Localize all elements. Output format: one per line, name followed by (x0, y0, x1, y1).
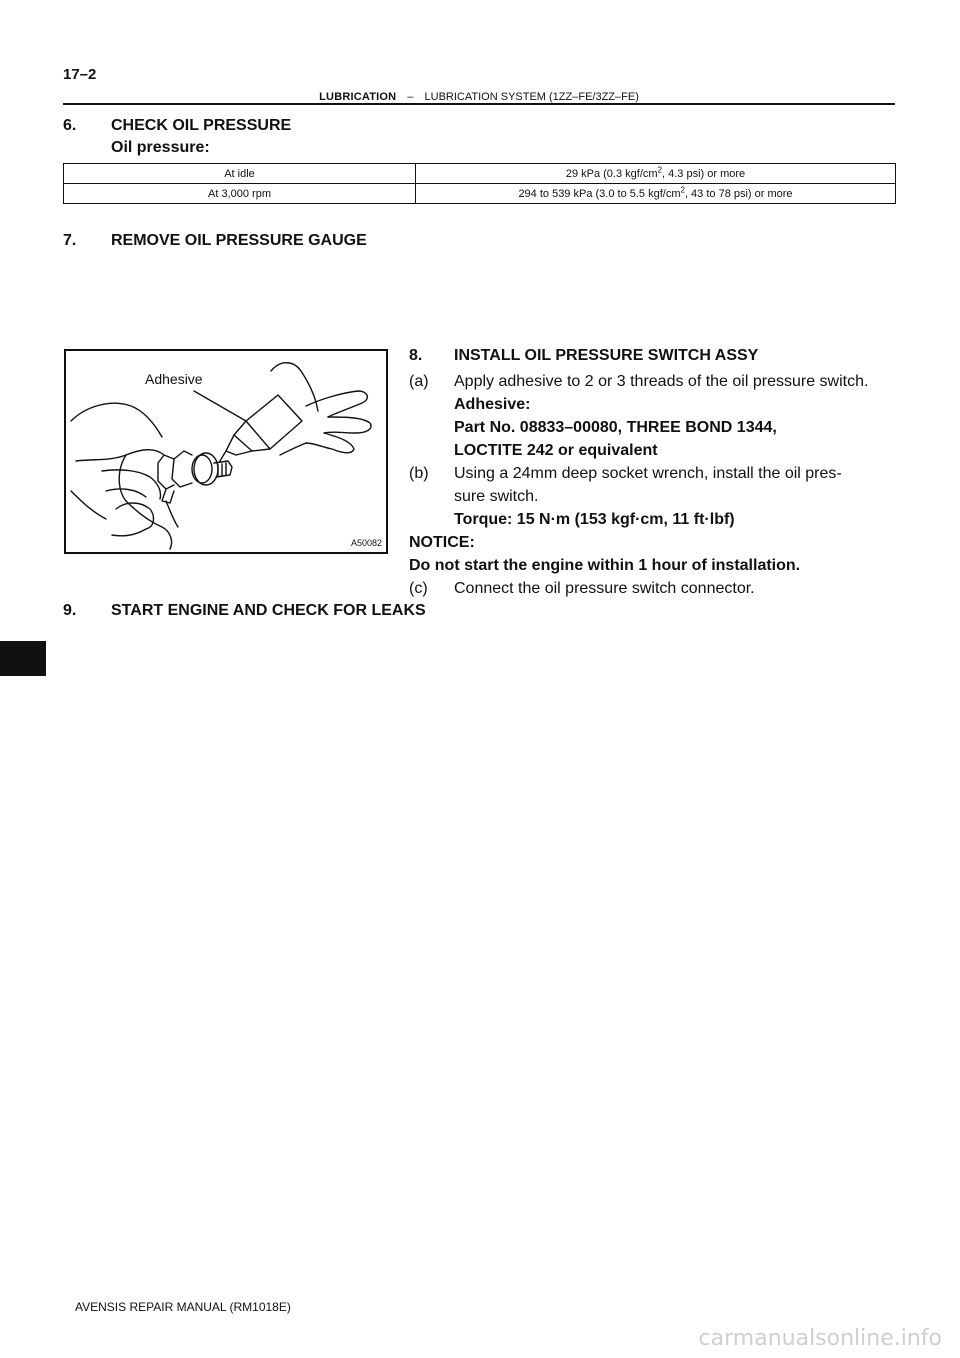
step-8b-text: Using a 24mm deep socket wrench, install the oil pres- (454, 465, 842, 482)
step-7-title: REMOVE OIL PRESSURE GAUGE (111, 232, 367, 249)
figure-code: A50082 (351, 538, 383, 548)
step-8b (409, 463, 842, 485)
header-separator: – (407, 91, 414, 103)
table-row (64, 164, 896, 184)
table-cell-condition: At idle (64, 164, 416, 184)
running-header (63, 91, 895, 103)
step-6-number: 6. (63, 117, 77, 134)
step-8c-tag: (c) (409, 580, 428, 597)
step-8a-text: Apply adhesive to 2 or 3 threads of the oil pressure switch. (454, 373, 869, 390)
table-cell-condition: At 3,000 rpm (64, 184, 416, 204)
hand-applying-adhesive-illustration (66, 351, 386, 552)
adhesive-label: Adhesive: (454, 396, 531, 413)
torque-spec: Torque: 15 N·m (153 kgf·cm, 11 ft·lbf) (454, 511, 735, 528)
step-8a (409, 371, 868, 393)
adhesive-callout-label: Adhesive (145, 371, 203, 387)
page-number: 17–2 (63, 66, 97, 83)
step-8c-text: Connect the oil pressure switch connector. (454, 580, 755, 597)
adhesive-alternative: LOCTITE 242 or equivalent (454, 442, 658, 459)
table-cell-value: 294 to 539 kPa (3.0 to 5.5 kgf/$cm^2$, 43 to 78 psi) or more (416, 184, 896, 204)
step-7-number: 7. (63, 232, 77, 249)
header-subsection: LUBRICATION SYSTEM (1ZZ–FE/3ZZ–FE) (424, 91, 639, 103)
step-9-number: 9. (63, 602, 77, 619)
step-8-title: INSTALL OIL PRESSURE SWITCH ASSY (454, 347, 759, 364)
step-8b-tag: (b) (409, 465, 429, 482)
leader-line (194, 391, 246, 421)
header-section: LUBRICATION (319, 91, 397, 103)
step-7-heading (63, 232, 367, 250)
step-8a-tag: (a) (409, 373, 429, 390)
step-8b-text-continued: sure switch. (454, 488, 539, 505)
step-8c (409, 578, 755, 600)
oil-pressure-label: Oil pressure: (111, 139, 210, 156)
footer-manual-title: AVENSIS REPAIR MANUAL (RM1018E) (75, 1300, 291, 1314)
watermark: carmanualsonline.info (698, 1326, 942, 1351)
header-rule (63, 103, 895, 105)
oil-pressure-table (63, 163, 896, 204)
illustration-frame (64, 349, 388, 554)
step-8-number: 8. (409, 347, 423, 364)
step-6-heading (63, 117, 291, 135)
step-6-title: CHECK OIL PRESSURE (111, 117, 292, 134)
notice-text: Do not start the engine within 1 hour of installation. (409, 557, 801, 574)
step-9-title: START ENGINE AND CHECK FOR LEAKS (111, 602, 426, 619)
section-tab-marker (0, 641, 46, 676)
adhesive-part-number: Part No. 08833–00080, THREE BOND 1344, (454, 419, 777, 436)
step-8-heading (409, 347, 758, 365)
table-row (64, 184, 896, 204)
notice-label: NOTICE: (409, 534, 475, 551)
table-cell-value: 29 kPa (0.3 kgf/$cm^2$, 4.3 psi) or more (416, 164, 896, 184)
step-9-heading (63, 602, 426, 620)
